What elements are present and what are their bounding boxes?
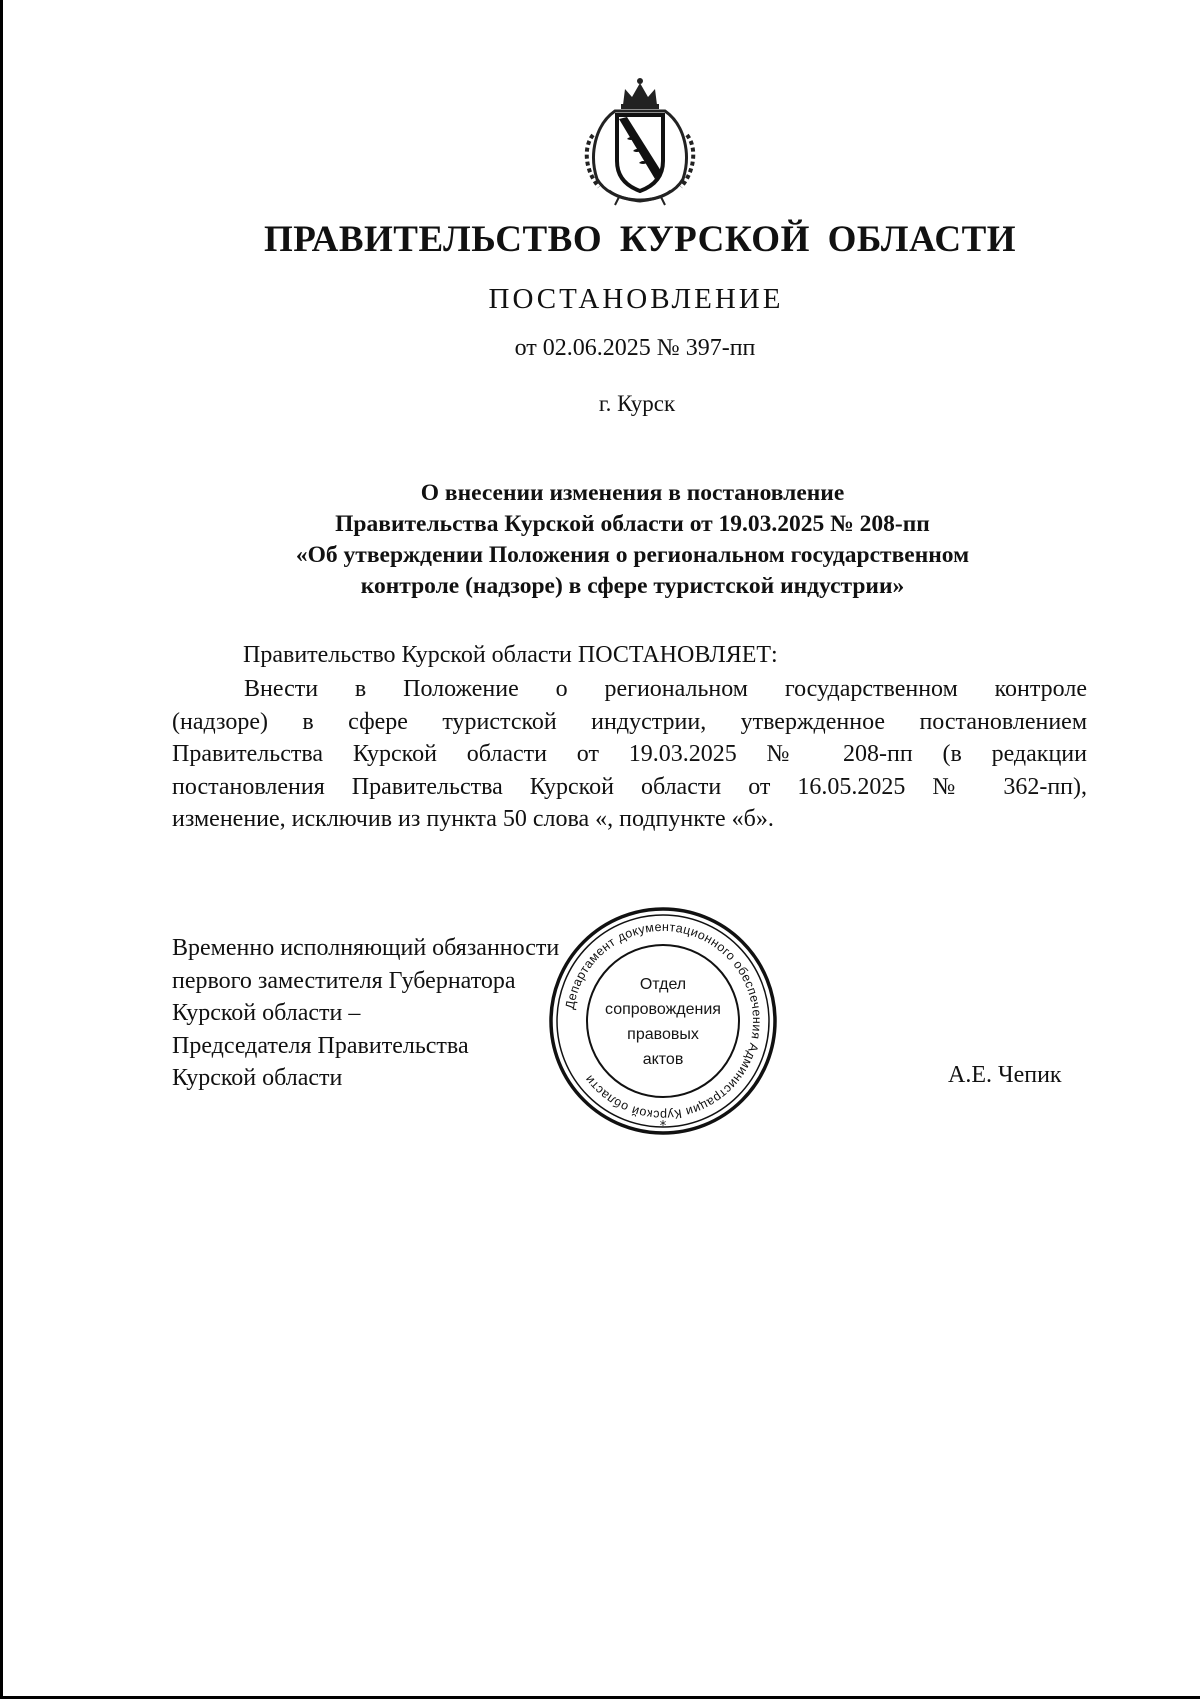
seal-center-text: [579, 972, 747, 1072]
body-line: Правительства Курской области от 19.03.2025 № 208-пп (в редакции: [172, 741, 1087, 767]
seal-center-line: правовых: [627, 1026, 699, 1043]
signatory-line: первого заместителя Губернатора: [172, 967, 516, 994]
seal-center-line: Отдел: [639, 976, 687, 993]
document-number: от 02.06.2025 № 397-пп: [514, 335, 756, 361]
decree-statement: Правительство Курской области ПОСТАНОВЛЯЕТ:: [243, 642, 778, 668]
seal-center-line: сопровождения: [605, 1001, 721, 1018]
signatory-position: [172, 932, 559, 1095]
body-line: постановления Правительства Курской области от 16.05.2025 № 362-пп),: [172, 773, 1087, 800]
subject-line: «Об утверждении Положения о региональном государственном: [295, 542, 970, 568]
signatory-line: Председателя Правительства: [172, 1032, 469, 1059]
document-subject: [160, 478, 1105, 602]
document-city: г. Курск: [598, 391, 676, 416]
body-line: Внести в Положение о региональном государственном контроле: [244, 676, 1087, 702]
government-title: ПРАВИТЕЛЬСТВО КУРСКОЙ ОБЛАСТИ: [263, 219, 1017, 260]
subject-line: Правительства Курской области от 19.03.2025 № 208-пп: [335, 511, 930, 537]
subject-line: О внесении изменения в постановление: [420, 480, 845, 506]
coat-of-arms-icon: [575, 75, 705, 207]
subject-line: контроле (надзоре) в сфере туристской индустрии»: [360, 573, 905, 599]
body-paragraph: [172, 673, 1087, 836]
svg-text:*: *: [659, 1119, 667, 1134]
document-type: ПОСТАНОВЛЕНИЕ: [488, 283, 784, 315]
signatory-line: Временно исполняющий обязанности: [172, 935, 560, 961]
seal-ring-text: Департамент документационного обеспечения Администрации Курской области: [562, 919, 765, 1123]
body-line: (надзоре) в сфере туристской индустрии, утвержденное постановлением: [172, 708, 1087, 735]
signer-name: А.Е. Чепик: [948, 1062, 1062, 1088]
signatory-line: Курской области: [172, 1065, 343, 1091]
body-line: изменение, исключив из пункта 50 слова «, подпункте «б».: [172, 806, 774, 832]
seal-center-line: актов: [642, 1051, 684, 1068]
signatory-line: Курской области –: [172, 1000, 361, 1026]
